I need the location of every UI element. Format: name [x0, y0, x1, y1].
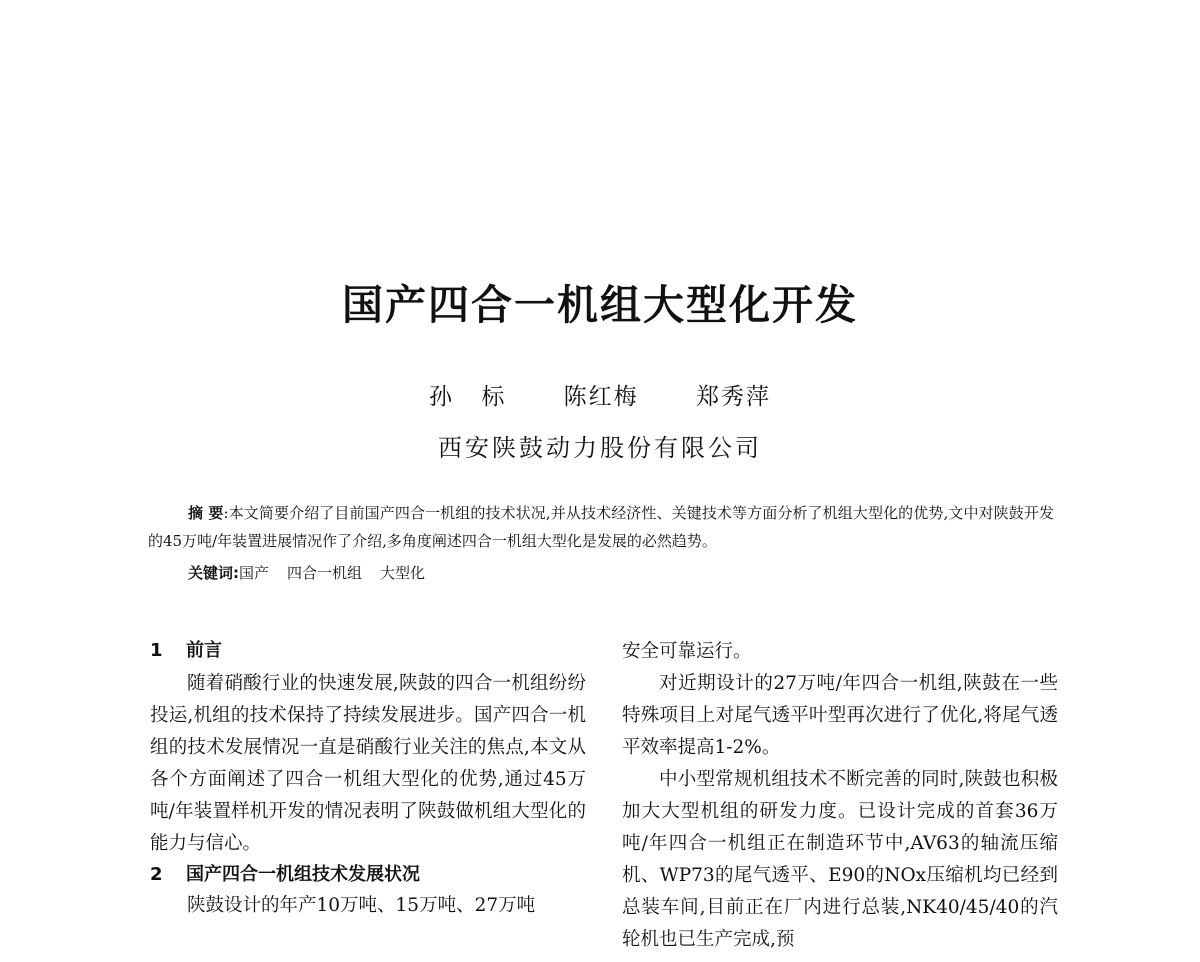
right-column: [622, 636, 1058, 956]
section-number: 2: [150, 864, 163, 885]
keywords: [188, 561, 443, 585]
left-column: [150, 636, 586, 922]
paragraph: 安全可靠运行。: [622, 641, 752, 662]
keywords-label: 关键词: [188, 564, 234, 582]
keyword: 国产: [239, 564, 270, 582]
section-heading: [150, 860, 586, 890]
author-affiliation: 西安陕鼓动力股份有限公司: [438, 434, 762, 462]
abstract-text: :本文简要介绍了目前国产四合一机组的技术状况,并从技术经济性、关键技术等方面分析了机组大型化的优势,文中对陕鼓开发的45万吨/年装置进展情况作了介绍,多角度阐述四合一机组大型化是发展的必然趋势。: [148, 504, 1054, 550]
section-title: 国产四合一机组技术发展状况: [186, 864, 420, 885]
author-name: 陈红梅: [563, 384, 639, 410]
paragraph: 中小型常规机组技术不断完善的同时,陕鼓也积极加大大型机组的研发力度。已设计完成的首套36万吨/年四合一机组正在制造环节中,AV63的轴流压缩机、WP73的尾气透平、E90的NOx压缩机均已经到总装车间,目前正在厂内进行总装,NK40/45/40的汽轮机也已生产完成,预: [622, 769, 1058, 950]
author-name: 郑秀萍: [695, 384, 771, 410]
section-heading: [150, 636, 586, 666]
paper-title: 国产四合一机组大型化开发: [342, 281, 858, 329]
keywords-separator: :: [233, 564, 240, 582]
paragraph: 陕鼓设计的年产10万吨、15万吨、27万吨: [187, 895, 536, 916]
paragraph: 对近期设计的27万吨/年四合一机组,陕鼓在一些特殊项目上对尾气透平叶型再次进行了优化,将尾气透平效率提高1-2%。: [622, 673, 1058, 758]
keyword: 大型化: [380, 564, 426, 582]
section-number: 1: [150, 640, 163, 661]
section-title: 前言: [186, 640, 222, 661]
paragraph: 随着硝酸行业的快速发展,陕鼓的四合一机组纷纷投运,机组的技术保持了持续发展进步。国产四合一机组的技术发展情况一直是硝酸行业关注的焦点,本文从各个方面阐述了四合一机组大型化的优势,通过45万吨/年装置样机开发的情况表明了陕鼓做机组大型化的能力与信心。: [150, 673, 586, 854]
author-name: 孙 标: [429, 384, 507, 410]
abstract: [148, 499, 1054, 555]
abstract-label: 摘 要: [188, 504, 224, 522]
keyword: 四合一机组: [287, 564, 363, 582]
author-list: [0, 378, 1200, 411]
